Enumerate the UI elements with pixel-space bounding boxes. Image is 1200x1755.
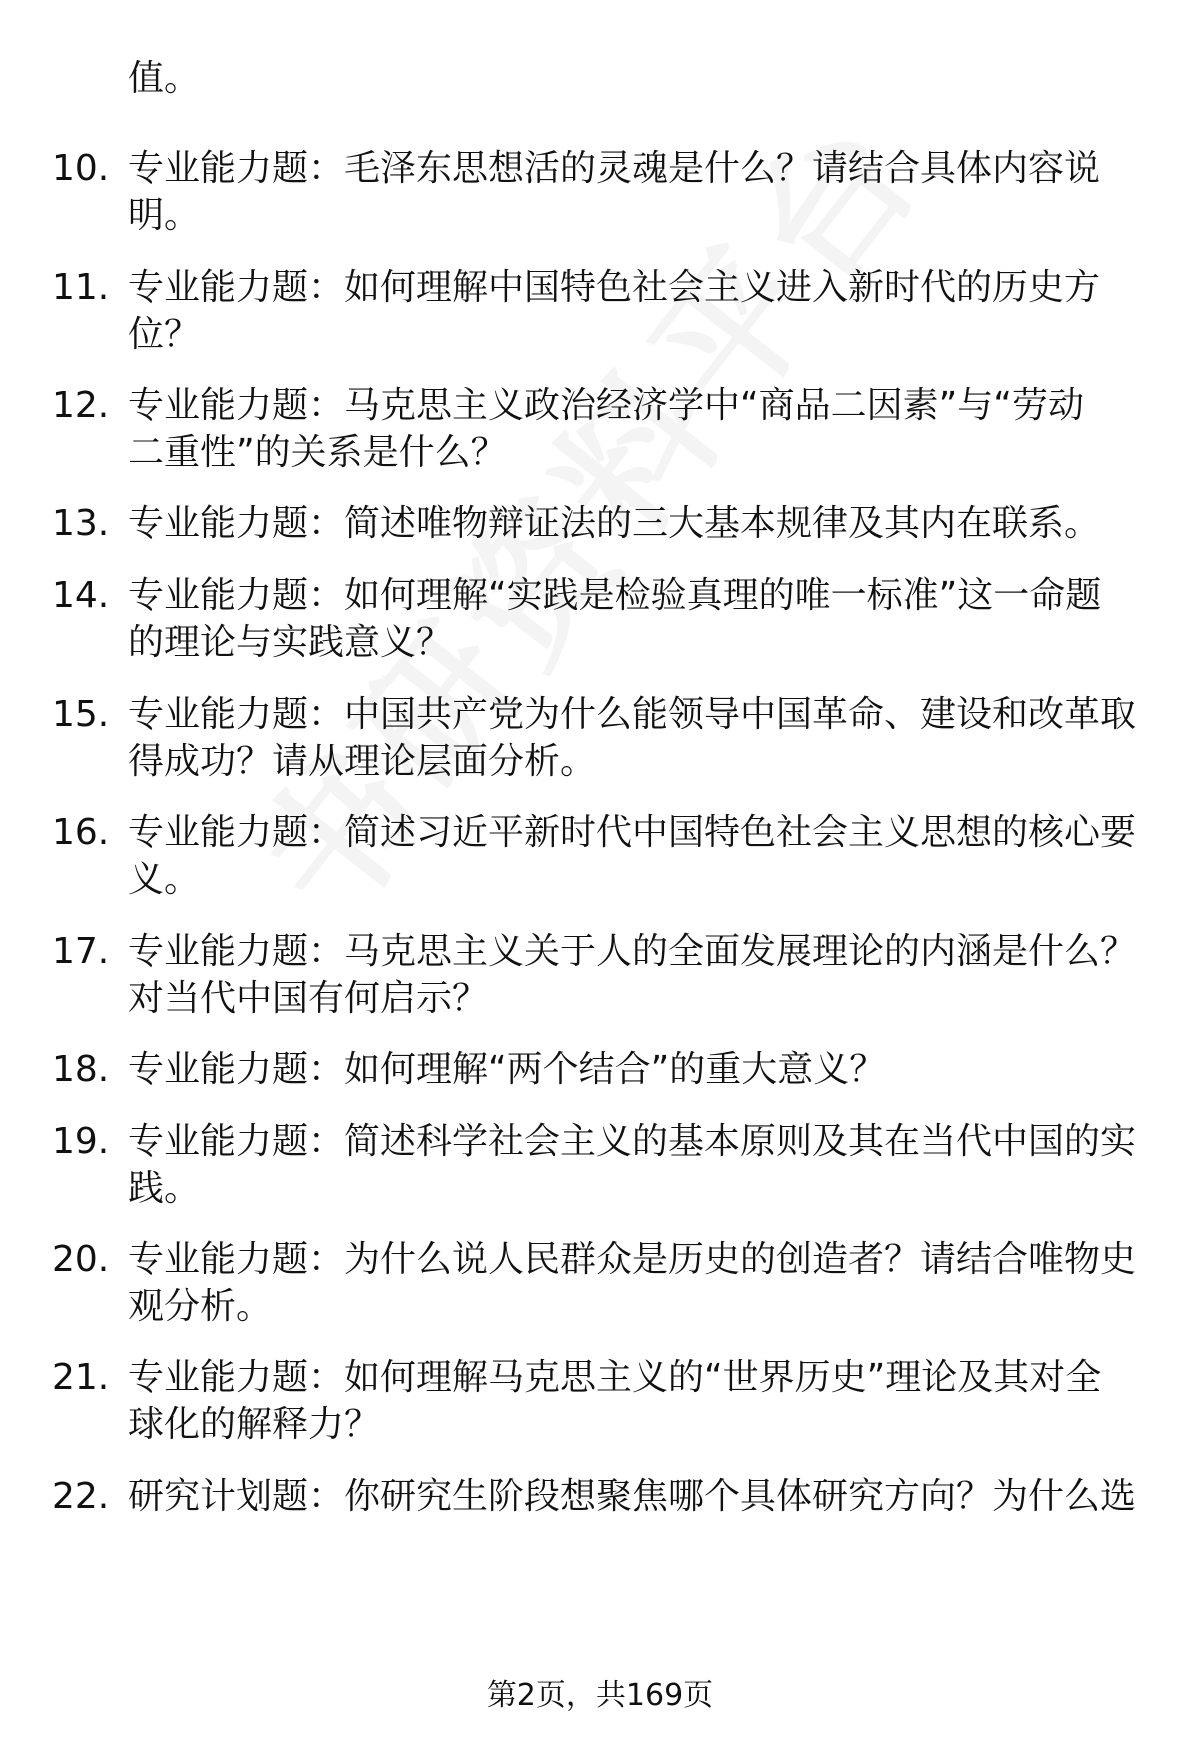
item-text: 专业能力题：马克思主义政治经济学中“商品二因素”与“劳动 — [128, 385, 1084, 426]
item-text: 专业能力题：为什么说人民群众是历史的创造者？请结合唯物史 — [128, 1239, 1137, 1280]
continuation-text: 值。 — [128, 58, 201, 99]
item-number: 12. — [52, 385, 110, 426]
item-number: 19. — [52, 1121, 110, 1162]
item-text: 专业能力题：如何理解“两个结合”的重大意义？ — [128, 1049, 886, 1090]
item-number: 11. — [52, 267, 110, 308]
item-text: 专业能力题：如何理解马克思主义的“世界历史”理论及其对全 — [128, 1357, 1102, 1398]
item-text: 专业能力题：简述唯物辩证法的三大基本规律及其内在联系。 — [128, 503, 1101, 544]
item-text: 义。 — [128, 859, 201, 900]
item-number: 10. — [52, 148, 110, 189]
item-number: 14. — [52, 575, 110, 616]
item-text: 明。 — [128, 195, 201, 236]
item-number: 18. — [52, 1049, 110, 1090]
item-number: 22. — [52, 1476, 110, 1517]
item-number: 20. — [52, 1239, 110, 1280]
item-text: 专业能力题：如何理解中国特色社会主义进入新时代的历史方 — [128, 267, 1101, 308]
item-text: 的理论与实践意义？ — [128, 622, 453, 663]
item-text: 二重性”的关系是什么？ — [128, 432, 507, 473]
item-text: 专业能力题：简述习近平新时代中国特色社会主义思想的核心要 — [128, 812, 1137, 853]
item-text: 研究计划题：你研究生阶段想聚焦哪个具体研究方向？为什么选 — [128, 1476, 1137, 1517]
item-number: 15. — [52, 694, 110, 735]
item-number: 16. — [52, 812, 110, 853]
item-text: 对当代中国有何启示？ — [128, 978, 489, 1019]
page-footer: 第2页，共169页 — [486, 1678, 714, 1713]
item-text: 专业能力题：中国共产党为什么能领导中国革命、建设和改革取 — [128, 694, 1137, 735]
item-text: 位？ — [128, 314, 201, 355]
item-text: 专业能力题：毛泽东思想活的灵魂是什么？请结合具体内容说 — [128, 148, 1101, 189]
item-text: 专业能力题：简述科学社会主义的基本原则及其在当代中国的实 — [128, 1121, 1137, 1162]
item-number: 21. — [52, 1357, 110, 1398]
item-text: 践。 — [128, 1168, 201, 1209]
item-text: 得成功？请从理论层面分析。 — [128, 741, 597, 782]
item-text: 专业能力题：如何理解“实践是检验真理的唯一标准”这一命题 — [128, 575, 1102, 616]
item-text: 球化的解释力？ — [128, 1404, 381, 1445]
item-text: 观分析。 — [128, 1286, 273, 1327]
item-number: 17. — [52, 931, 110, 972]
item-number: 13. — [52, 503, 110, 544]
item-text: 专业能力题：马克思主义关于人的全面发展理论的内涵是什么？ — [128, 931, 1137, 972]
